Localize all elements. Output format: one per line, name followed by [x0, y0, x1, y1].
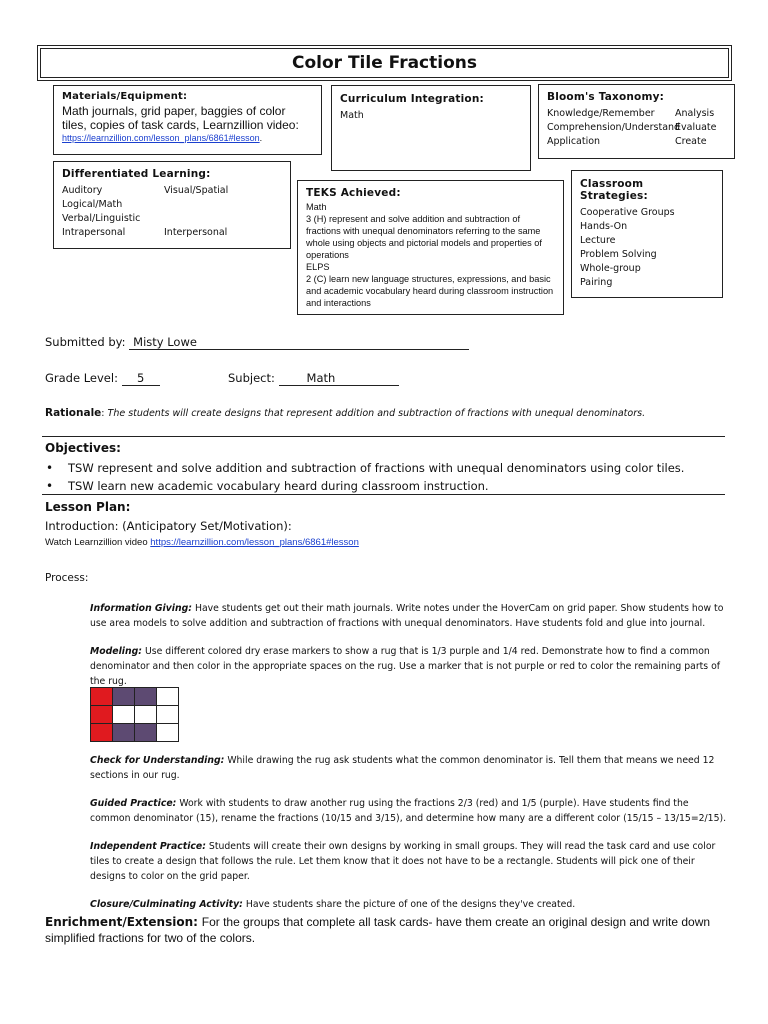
diff-item: Auditory — [62, 185, 103, 196]
teks-line: 3 (H) represent and solve addition and subtraction of fractions with unequal denominators referring to the same whole using objects and pictorial models and properties of operations — [306, 214, 542, 260]
blooms-heading: Bloom's Taxonomy: — [547, 91, 665, 103]
strategies-list — [580, 206, 714, 290]
materials-link-wrap — [62, 132, 313, 144]
blooms-grid — [547, 107, 726, 149]
process-label: Information Giving: — [90, 603, 192, 614]
divider-rationale — [42, 436, 725, 437]
objective-item: • TSW represent and solve addition and subtraction of fractions with unequal denominators using color tiles. — [44, 459, 734, 477]
blooms-item: Evaluate — [675, 122, 717, 133]
submitted-label: Submitted by: — [45, 335, 126, 349]
blooms-item: Comprehension/Understand — [547, 122, 681, 133]
process-closure — [90, 897, 730, 912]
process-info-giving — [90, 601, 730, 631]
process-modeling — [90, 644, 730, 689]
process-text: Students will create their own designs by working in small groups. They will read the task card and use color tiles to create a design that follows the rule. Let them know that it does not have to be a rectangle. Students will pick one of their designs to color on the grid paper. — [90, 841, 716, 882]
lesson-plan-heading: Lesson Plan: — [45, 500, 131, 514]
enrichment — [45, 914, 725, 946]
objectives-list — [44, 459, 734, 495]
materials-box — [53, 85, 322, 155]
objectives-list-wrap — [44, 459, 734, 495]
intro-text: Watch Learnzillion video — [45, 537, 148, 548]
teks-heading: TEKS Achieved: — [306, 187, 401, 199]
diff-item: Intrapersonal — [62, 227, 126, 238]
strategy-item: Problem Solving — [580, 249, 657, 260]
diff-item: Logical/Math — [62, 199, 123, 210]
rug-cell-white — [156, 687, 179, 706]
rug-cell-white — [156, 723, 179, 742]
rug-cell-white — [134, 705, 157, 724]
materials-link-period: . — [259, 133, 263, 143]
blooms-item: Create — [675, 136, 707, 147]
enrichment-text: For the groups that complete all task cards- have them create an original design and write down simplified fractions for two of the colors. — [45, 915, 711, 945]
divider-objectives — [42, 494, 725, 495]
rug-cell-red — [90, 723, 113, 742]
objectives-heading: Objectives: — [45, 441, 121, 455]
materials-heading: Materials/Equipment: — [62, 91, 188, 102]
objective-item: • TSW learn new academic vocabulary heard during classroom instruction. — [44, 477, 734, 495]
process-independent-practice — [90, 839, 730, 884]
subject-line — [228, 371, 399, 386]
rationale-label: Rationale — [45, 407, 102, 419]
rationale-text: The students will create designs that represent addition and subtraction of fractions with unequal denominators. — [107, 408, 646, 419]
rationale-colon: : — [101, 408, 108, 419]
process-text: Use different colored dry erase markers to show a rug that is 1/3 purple and 1/4 red. Demonstrate how to find a common denominator and then color in the appropriate spaces on the rug. Use a marker that is not purple or red to color the remaining parts of the rug. — [90, 646, 721, 687]
blooms-item: Knowledge/Remember — [547, 108, 655, 119]
curriculum-text: Math — [340, 110, 364, 121]
diff-item: Visual/Spatial — [164, 185, 229, 196]
curriculum-heading: Curriculum Integration: — [340, 93, 484, 105]
strategy-item: Hands-On — [580, 221, 628, 232]
process-guided-practice — [90, 796, 730, 826]
rug-grid — [91, 688, 179, 742]
diff-item — [164, 198, 282, 212]
materials-text: Math journals, grid paper, baggies of color tiles, copies of task cards, Learnzillion video: — [62, 104, 299, 132]
blooms-item: Analysis — [675, 108, 715, 119]
rug-cell-red — [90, 705, 113, 724]
rug-cell-white — [156, 705, 179, 724]
strategy-item: Pairing — [580, 277, 613, 288]
subject-label: Subject: — [228, 371, 275, 385]
materials-text-wrap — [62, 104, 313, 132]
differentiated-heading: Differentiated Learning: — [62, 168, 211, 180]
rug-cell-purple — [112, 687, 135, 706]
teks-line: ELPS — [306, 262, 330, 272]
diff-item — [164, 212, 282, 226]
grade-line — [45, 371, 160, 386]
differentiated-box — [53, 161, 291, 249]
blooms-item: Application — [547, 136, 601, 147]
teks-body — [306, 201, 555, 309]
teks-line: 2 (C) learn new language structures, expressions, and basic and academic vocabulary heard during classroom instruction and interactions — [306, 274, 554, 308]
rug-cell-red — [90, 687, 113, 706]
process-label: Independent Practice: — [90, 841, 206, 852]
process-label: Closure/Culminating Activity: — [90, 899, 243, 910]
subject-value: Math — [279, 371, 399, 386]
rug-cell-white — [112, 705, 135, 724]
process-label: Guided Practice: — [90, 798, 177, 809]
rug-cell-purple — [134, 687, 157, 706]
page-title: Color Tile Fractions — [292, 53, 477, 73]
process-text: Have students get out their math journals. Write notes under the HoverCam on grid paper. Show students how to use area models to solve addition and subtraction of fractions with unequal denominators. Have students fold and glue into journal. — [90, 603, 724, 629]
rug-cell-purple — [112, 723, 135, 742]
intro-line — [45, 537, 359, 548]
process-heading: Process: — [45, 572, 89, 584]
title-box — [37, 45, 732, 81]
process-label: Check for Understanding: — [90, 755, 225, 766]
strategy-item: Cooperative Groups — [580, 207, 675, 218]
process-text: While drawing the rug ask students what the common denominator is. Tell them that means we need 12 sections in our rug. — [90, 755, 715, 781]
intro-heading: Introduction: (Anticipatory Set/Motivation): — [45, 519, 292, 533]
grade-value: 5 — [122, 371, 160, 386]
strategies-box — [571, 170, 723, 298]
process-text: Work with students to draw another rug using the fractions 2/3 (red) and 1/5 (purple). Have students find the common denominator (15), rename the fractions (10/15 and 3/15), and determine how many are a different color (15/15 – 13/15=2/15). — [90, 798, 727, 824]
grade-label: Grade Level: — [45, 371, 118, 385]
differentiated-grid — [62, 184, 282, 240]
rug-cell-purple — [134, 723, 157, 742]
teks-box — [297, 180, 564, 315]
curriculum-box — [331, 85, 531, 171]
strategy-item: Whole-group — [580, 263, 641, 274]
process-label: Modeling: — [90, 646, 142, 657]
diff-item: Verbal/Linguistic — [62, 213, 141, 224]
intro-link[interactable]: https://learnzillion.com/lesson_plans/6861#lesson — [150, 537, 359, 548]
rationale-line — [45, 407, 645, 419]
strategy-item: Lecture — [580, 235, 616, 246]
teks-line: Math — [306, 202, 327, 212]
diff-item: Interpersonal — [164, 227, 228, 238]
blooms-box — [538, 84, 735, 159]
process-text: Have students share the picture of one of the designs they've created. — [245, 899, 576, 910]
materials-link[interactable]: https://learnzillion.com/lesson_plans/6861#lesson — [62, 133, 260, 143]
process-check-understanding — [90, 753, 730, 783]
submitted-line — [45, 335, 469, 350]
submitted-value: Misty Lowe — [129, 335, 469, 350]
strategies-heading: Classroom Strategies: — [580, 178, 648, 202]
enrichment-label: Enrichment/Extension: — [45, 915, 198, 929]
